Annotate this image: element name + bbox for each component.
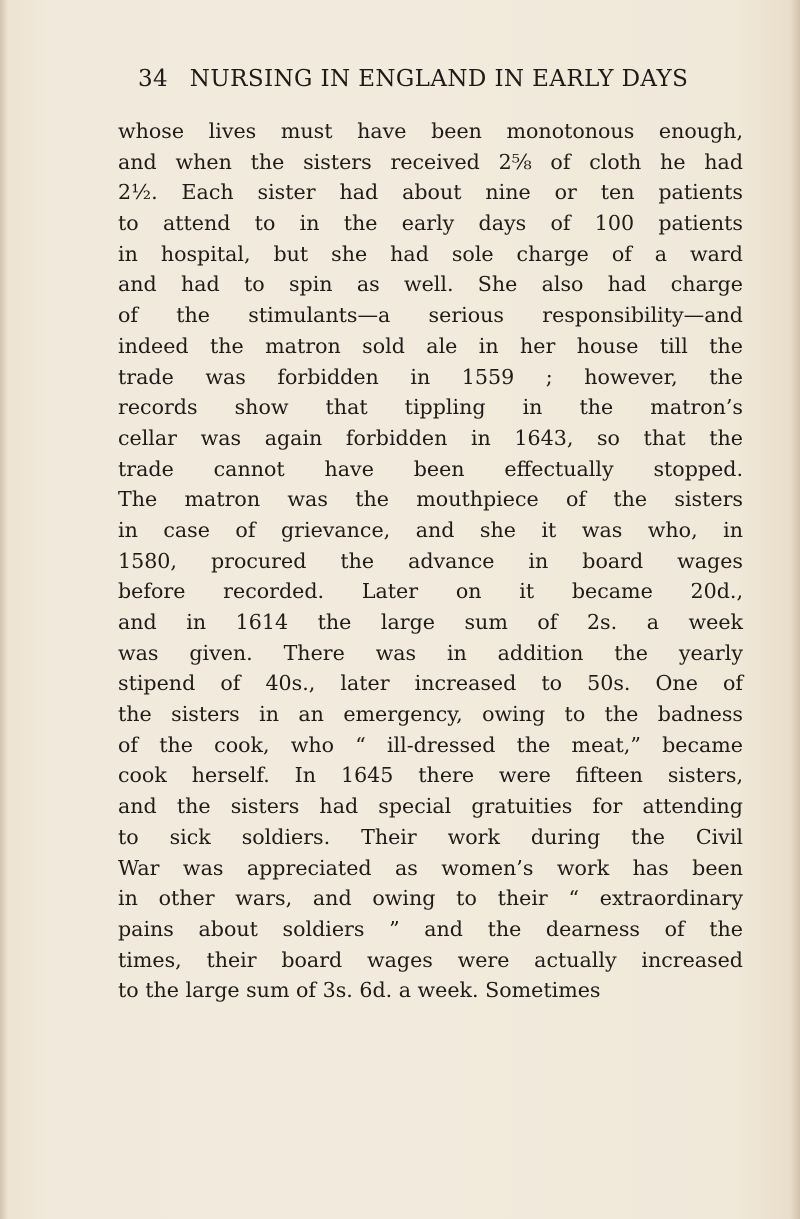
- text-line: indeed the matron sold ale in her house till the: [118, 333, 743, 358]
- page-right-edge-shadow: [790, 0, 800, 1219]
- text-line: in other wars, and owing to their “ extraordinary: [118, 886, 743, 911]
- text-line: in case of grievance, and she it was who, in: [118, 517, 743, 542]
- page-number: 34: [138, 66, 169, 92]
- text-line: pains about soldiers ” and the dearness of the: [118, 916, 743, 941]
- text-line: and the sisters had special gratuities for attending: [118, 794, 743, 819]
- text-line: cellar was again forbidden in 1643, so that the: [118, 425, 743, 450]
- text-line: 1580, procured the advance in board wages: [118, 548, 743, 573]
- text-line: trade cannot have been effectually stopped.: [118, 456, 743, 481]
- text-line: War was appreciated as women’s work has been: [118, 855, 743, 880]
- text-line: and in 1614 the large sum of 2s. a week: [118, 610, 743, 634]
- text-line: and when the sisters received 2⅝ of cloth he had: [118, 149, 743, 174]
- text-line: The matron was the mouthpiece of the sisters: [118, 487, 743, 512]
- text-line: times, their board wages were actually increased: [118, 947, 743, 972]
- text-line: trade was forbidden in 1559 ; however, the: [118, 364, 743, 389]
- text-line: records show that tippling in the matron’s: [118, 395, 743, 420]
- text-line: to the large sum of 3s. 6d. a week. Sometimes: [118, 978, 601, 1003]
- text-line: cook herself. In 1645 there were fifteen sisters,: [118, 763, 743, 788]
- text-line: the sisters in an emergency, owing to the badness: [118, 702, 743, 727]
- text-line: 2½. Each sister had about nine or ten patients: [118, 180, 743, 205]
- text-line: in hospital, but she had sole charge of a ward: [118, 241, 743, 266]
- body-text: [118, 116, 743, 1006]
- running-title: NURSING IN ENGLAND IN EARLY DAYS: [189, 66, 689, 92]
- text-line: was given. There was in addition the yearly: [118, 640, 743, 665]
- text-line: to attend to in the early days of 100 patients: [118, 211, 743, 236]
- running-head: [138, 66, 738, 106]
- text-line: before recorded. Later on it became 20d.,: [118, 579, 743, 604]
- text-line: whose lives must have been monotonous enough,: [118, 119, 743, 143]
- text-line: stipend of 40s., later increased to 50s. One of: [118, 671, 743, 696]
- text-line: of the cook, who “ ill-dressed the meat,” became: [118, 732, 743, 757]
- text-line: and had to spin as well. She also had charge: [118, 272, 743, 297]
- text-line: of the stimulants—a serious responsibility—and: [118, 303, 743, 328]
- page-left-edge-shadow: [0, 0, 8, 1219]
- text-line: to sick soldiers. Their work during the Civil: [118, 824, 743, 849]
